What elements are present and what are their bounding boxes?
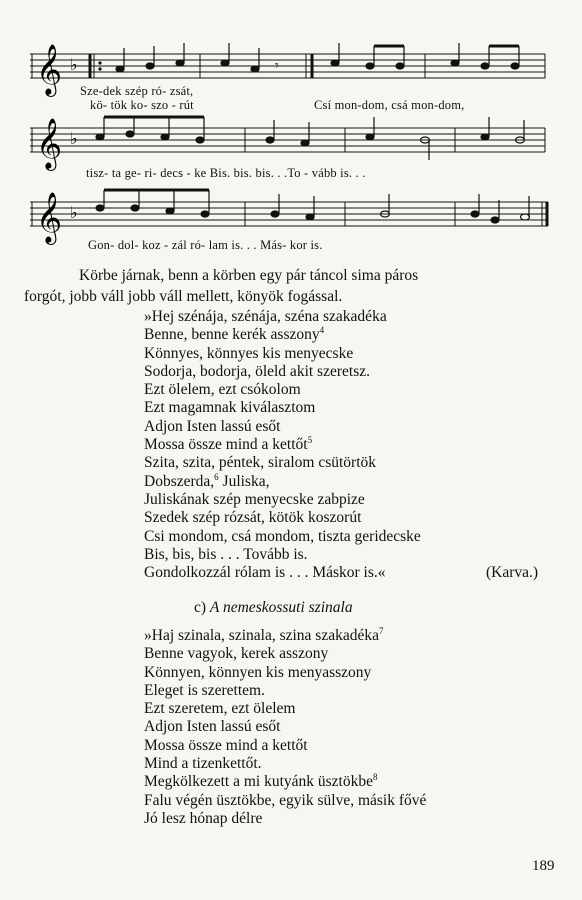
svg-text:♭: ♭ <box>70 55 78 74</box>
song-2 <box>144 627 426 828</box>
song-2-line: Falu végén üsztökbe, egyik sülve, másik fővé <box>144 791 427 809</box>
song-1 <box>144 308 421 582</box>
svg-text:♭: ♭ <box>70 203 78 222</box>
song-1-line: Ezt magamnak kiválasztom <box>144 399 316 417</box>
song-2-line: Adjon Isten lassú esőt <box>144 718 281 736</box>
staff-2-notation <box>30 112 570 172</box>
svg-text:♭: ♭ <box>70 129 78 148</box>
song-1-line: Könnyes, könnyes kis menyecske <box>144 344 354 362</box>
intro-line-1: Körbe járnak, benn a körben egy pár táncol sima páros <box>79 267 419 284</box>
footnote-ref: 7 <box>378 625 384 636</box>
song-2-line: Megkölkezett a mi kutyánk üsztökbe$^8$ <box>144 772 378 791</box>
intro-line-2: forgót, jobb váll jobb váll mellett, könyök fogással. <box>24 288 343 305</box>
song-2-line: Mossa össze mind a kettőt <box>144 736 308 754</box>
svg-text:𝄞: 𝄞 <box>36 192 63 243</box>
song-2-line: Jó lesz hónap délre <box>144 809 263 827</box>
staff-3-notation <box>30 186 570 246</box>
song-1-line: Adjon Isten lassú esőt <box>144 417 281 435</box>
song-1-line: Sodorja, bodorja, öleld akit szeretsz. <box>144 362 370 380</box>
song-1-line: »Hej szénája, szénája, széna szakadéka <box>144 308 387 325</box>
song-1-line: Szita, szita, péntek, siralom csütörtök <box>144 454 377 472</box>
page-number: 189 <box>532 858 555 874</box>
section-label: c) <box>194 599 207 616</box>
svg-text:𝄞: 𝄞 <box>36 44 63 95</box>
song-1-line: Mossa össze mind a kettőt$^5$ <box>144 434 313 454</box>
song-1-line: Ezt ölelem, ezt csókolom <box>144 381 301 399</box>
song-2-line: Könnyen, könnyen kis menyasszony <box>144 663 372 681</box>
song-2-line: Mind a tizenkettőt. <box>144 755 262 773</box>
lyrics-line-1b: kö- tök ko- szo - rút <box>90 98 194 112</box>
section-heading <box>194 599 353 617</box>
lyrics-line-2: tisz- ta ge- ri- decs - ke Bis. bis. bis. . .To - vább is. . . <box>86 166 366 180</box>
footnote-ref: 8 <box>373 772 378 783</box>
song-2-line: »Haj szinala, szinala, szina szakadéka$^7$ <box>144 625 384 644</box>
svg-text:𝄞: 𝄞 <box>36 118 63 169</box>
intro-paragraph <box>24 265 564 307</box>
song-1-line: Gondolkozzál rólam is . . . Máskor is.« <box>144 564 386 582</box>
source-note: (Karva.) <box>486 564 539 581</box>
song-1-line: Szedek szép rózsát, kötök koszorút <box>144 509 362 527</box>
song-1-line: Dobszerda,$^6$ Juliska, <box>144 471 270 490</box>
lyrics-line-3: Gon- dol- koz - zál ró- lam is. . . Más- kor is. <box>88 238 323 252</box>
footnote-ref: 6 <box>214 471 219 482</box>
footnote-ref: 4 <box>319 325 325 336</box>
song-2-line: Eleget is szerettem. <box>144 681 265 699</box>
svg-text:𝄾: 𝄾 <box>275 58 279 74</box>
lyrics-line-1a: Sze-dek szép ró- zsát, <box>80 84 194 98</box>
lyrics-line-1c: Csí mon-dom, csá mon-dom, <box>314 98 465 112</box>
footnote-ref: 5 <box>307 434 313 445</box>
section-title-text: A nemeskossuti szinala <box>209 599 353 616</box>
song-1-line: Benne, benne kerék asszony$^4$ <box>144 325 325 344</box>
song-2-line: Benne vagyok, kerek asszony <box>144 645 329 663</box>
song-1-line: Juliskának szép menyecske zabpize <box>144 490 365 508</box>
song-2-line: Ezt szeretem, ezt ölelem <box>144 700 296 718</box>
song-1-line: Csi mondom, csá mondom, tiszta geridecske <box>144 527 421 545</box>
song-1-line: Bis, bis, bis . . . Tovább is. <box>144 545 308 563</box>
